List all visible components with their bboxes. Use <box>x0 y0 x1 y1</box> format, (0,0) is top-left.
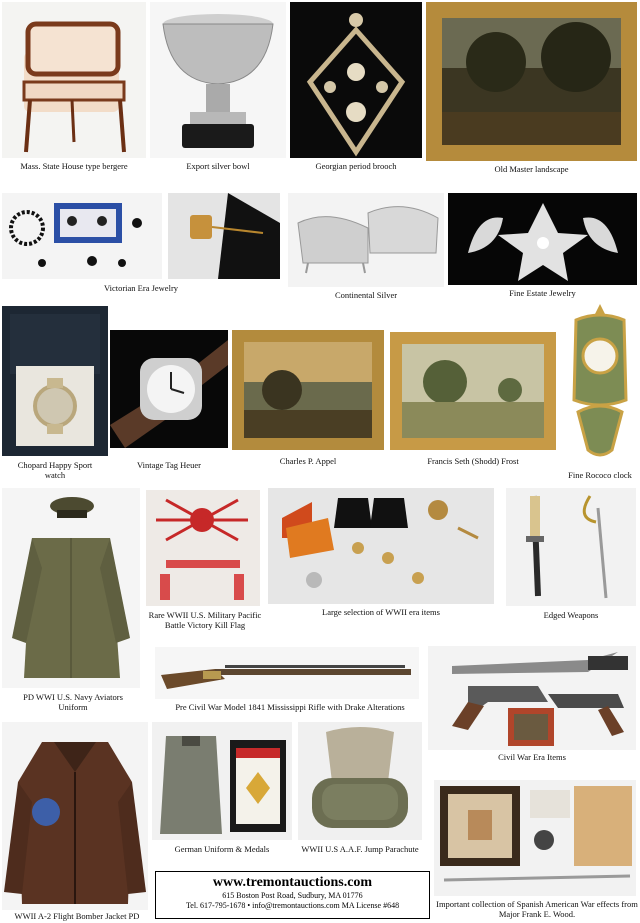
lot-caption: Francis Seth (Shodd) Frost <box>427 456 519 466</box>
lot-caption: Important collection of Spanish American War effects from Major Frank E. Wood. <box>436 899 638 919</box>
estate-jewelry-photo <box>448 193 637 285</box>
bomber-jacket-photo <box>2 722 148 910</box>
lot-caption: Edged Weapons <box>543 610 599 620</box>
lot-caption: Fine Estate Jewelry <box>509 288 576 298</box>
lot-caption: PD WWI U.S. Navy Aviators Uniform <box>23 692 123 712</box>
tag-heuer-photo <box>110 330 228 448</box>
silver-bowl-photo <box>150 2 286 158</box>
wwii-items-photo <box>268 488 494 604</box>
lot-caption: Fine Rococo clock <box>568 470 632 480</box>
lot-caption: German Uniform & Medals <box>174 844 270 854</box>
lot-caption: Vintage Tag Heuer <box>137 460 201 470</box>
lot-caption: Large selection of WWII era items <box>322 607 440 617</box>
bergere-photo <box>2 2 146 158</box>
lot-caption: Export silver bowl <box>186 161 250 171</box>
lot-caption: WWII A-2 Flight Bomber Jacket PD <box>14 911 140 921</box>
parachute-photo <box>298 722 422 840</box>
lot-caption: Old Master landscape <box>494 164 569 174</box>
brooch-photo <box>290 2 422 158</box>
lot-caption: Georgian period brooch <box>315 161 397 171</box>
victorian-jewelry-photo <box>2 193 162 279</box>
spanish-american-collection-photo <box>434 780 636 896</box>
lot-caption: Civil War Era Items <box>498 752 566 762</box>
frost-painting-photo <box>390 332 556 450</box>
german-uniform-photo <box>152 722 292 840</box>
continental-silver-photo <box>288 193 444 287</box>
lot-caption: WWII U.S A.A.F. Jump Parachute <box>301 844 419 854</box>
lot-caption: Charles P. Appel <box>279 456 337 466</box>
fob-seal-photo <box>168 193 280 279</box>
old-master-photo <box>426 2 637 161</box>
edged-weapons-photo <box>506 488 636 606</box>
rococo-clock-photo <box>562 300 638 466</box>
chopard-watch-photo <box>2 306 108 456</box>
lot-caption: Continental Silver <box>334 290 398 300</box>
footer-contact-box <box>155 871 430 919</box>
kill-flag-photo <box>146 490 260 606</box>
navy-uniform-photo <box>2 488 140 688</box>
lot-caption: Mass. State House type bergere <box>20 161 128 171</box>
lot-caption: Victorian Era Jewelry <box>103 283 179 293</box>
website-link[interactable]: www.tremontauctions.com <box>212 875 373 890</box>
appel-painting-photo <box>232 330 384 450</box>
civil-war-items-photo <box>428 646 636 750</box>
lot-caption: Pre Civil War Model 1841 Mississippi Rifle with Drake Alterations <box>175 702 405 712</box>
contact-line: Tel. 617-795-1678 • info@tremontauctions.com MA License #648 <box>185 901 400 910</box>
rifle-photo <box>155 647 419 699</box>
address: 615 Boston Post Road, Sudbury, MA 01776 <box>222 891 363 900</box>
lot-caption: Chopard Happy Sport watch <box>17 460 93 480</box>
lot-caption: Rare WWII U.S. Military Pacific Battle Victory Kill Flag <box>148 610 262 630</box>
